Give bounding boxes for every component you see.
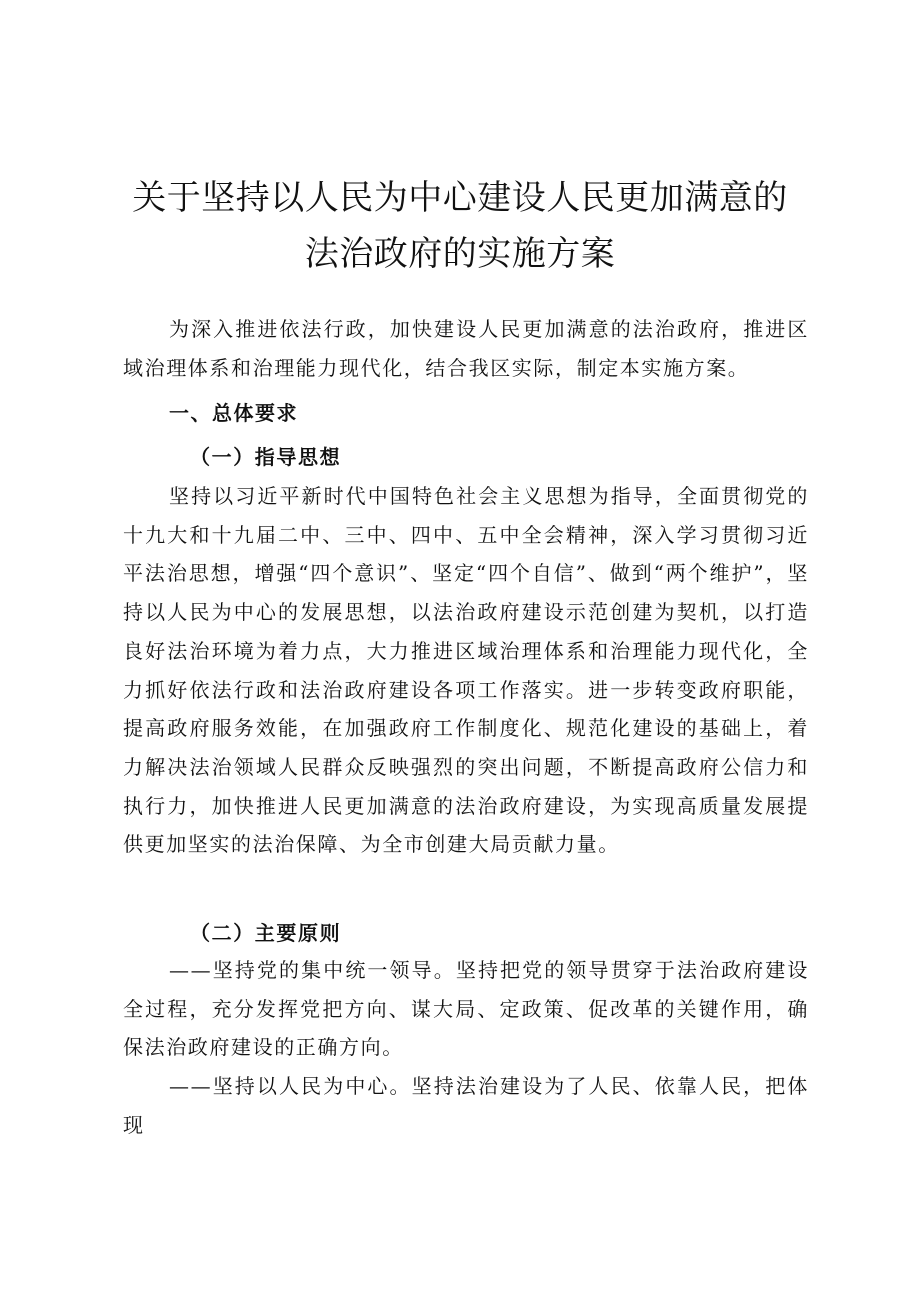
intro-paragraph: 为深入推进依法行政，加快建设人民更加满意的法治政府，推进区域治理体系和治理能力现代化，结合我区实际，制定本实施方案。 [123, 317, 809, 380]
section-heading-general-requirements: 一、总体要求 [169, 401, 298, 425]
document-title-line-1: 关于坚持以人民为中心建设人民更加满意的 [132, 178, 788, 218]
subheading-guiding-ideology: （一）指导思想 [190, 445, 342, 469]
principle-paragraph-party-leadership: ——坚持党的集中统一领导。坚持把党的领导贯穿于法治政府建设全过程，充分发挥党把方向、谋大局、定政策、促改革的关键作用，确保法治政府建设的正确方向。 [123, 958, 809, 1060]
guiding-ideology-paragraph: 坚持以习近平新时代中国特色社会主义思想为指导，全面贯彻党的十九大和十九届二中、三中、四中、五中全会精神，深入学习贯彻习近平法治思想，增强“四个意识”、坚定“四个自信”、做到“两个维护”，坚持以人民为中心的发展思想，以法治政府建设示范创建为契机，以打造良好法治环境为着力点，大力推进区域治理体系和治理能力现代化，全力抓好依法行政和法治政府建设各项工作落实。进一步转变政府职能，提高政府服务效能，在加强政府工作制度化、规范化建设的基础上，着力解决法治领域人民群众反映强烈的突出问题，不断提高政府公信力和执行力，加快推进人民更加满意的法治政府建设，为实现高质量发展提供更加坚实的法治保障、为全市创建大局贡献力量。 [123, 484, 809, 857]
document-title-line-2: 法治政府的实施方案 [304, 234, 616, 274]
principle-paragraph-people-centered: ——坚持以人民为中心。坚持法治建设为了人民、依靠人民，把体现 [123, 1074, 809, 1137]
subheading-main-principles: （二）主要原则 [190, 921, 342, 945]
